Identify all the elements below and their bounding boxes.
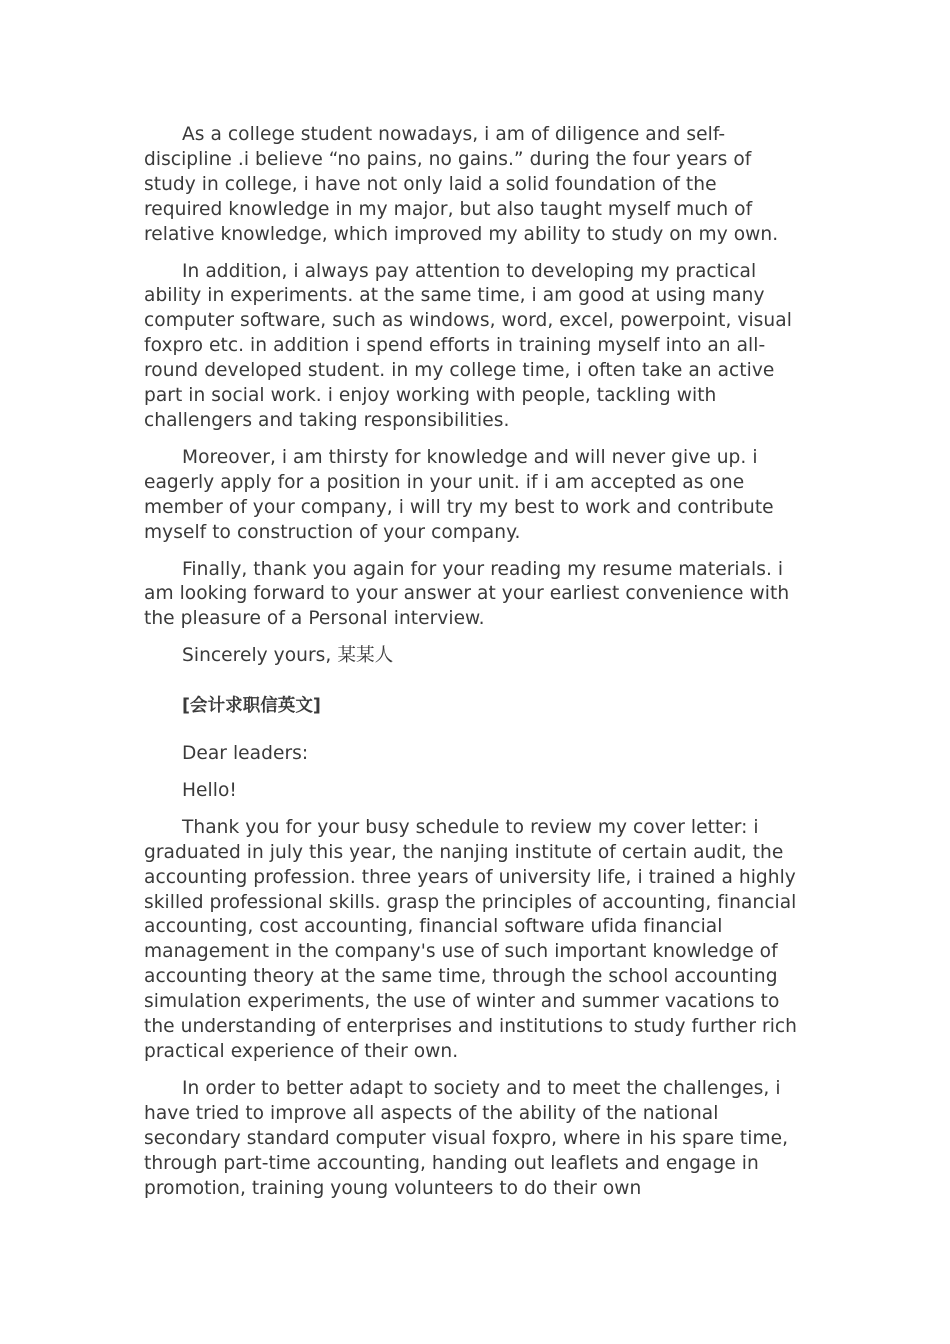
body-paragraph: In addition, i always pay attention to developing my practical ability in experiments. at the same time, i am good at using many computer software, such as windows, word, excel, powerpoint, visual foxpro etc. in addition i spend efforts in training myself into an all-round developed student. in my college time, i often take an active part in social work. i enjoy working with people, tackling with challengers and taking responsibilities.	[144, 260, 792, 431]
salutation: Dear leaders:	[182, 743, 309, 765]
body-paragraph: Moreover, i am thirsty for knowledge and will never give up. i eagerly apply for a position in your unit. if i am accepted as one member of your company, i will try my best to work and contribute myself to construction of your company.	[144, 446, 774, 543]
section-heading: [会计求职信英文]	[182, 696, 321, 717]
greeting: Hello!	[182, 779, 237, 801]
closing-line	[144, 644, 798, 669]
body-paragraph: As a college student nowadays, i am of diligence and self-discipline .i believe “no pains, no gains.” during the four years of study in college, i have not only laid a solid foundation of the required knowledge in my major, but also taught myself much of relative knowledge, which improved my ability to study on my own.	[144, 124, 779, 245]
body-paragraph: Finally, thank you again for your reading my resume materials. i am looking forward to your answer at your earliest convenience with the pleasure of a Personal interview.	[144, 558, 790, 630]
closing-text: Sincerely yours,	[182, 645, 332, 667]
document-page	[144, 123, 798, 1213]
body-paragraph: Thank you for your busy schedule to review my cover letter: i graduated in july this year, the nanjing institute of certain audit, the accounting profession. three years of university life, i trained a highly skilled professional skills. grasp the principles of accounting, financial accounting, cost accounting, financial software ufida financial management in the company's use of such important knowledge of accounting theory at the same time, through the school accounting simulation experiments, the use of winter and summer vacations to the understanding of enterprises and institutions to study further rich practical experience of their own.	[144, 816, 798, 1062]
body-paragraph: In order to better adapt to society and to meet the challenges, i have tried to improve all aspects of the ability of the national secondary standard computer visual foxpro, where in his spare time, through part-time accounting, handing out leaflets and engage in promotion, training young volunteers to do their own	[144, 1077, 789, 1199]
signature-name: 某某人	[337, 645, 394, 667]
